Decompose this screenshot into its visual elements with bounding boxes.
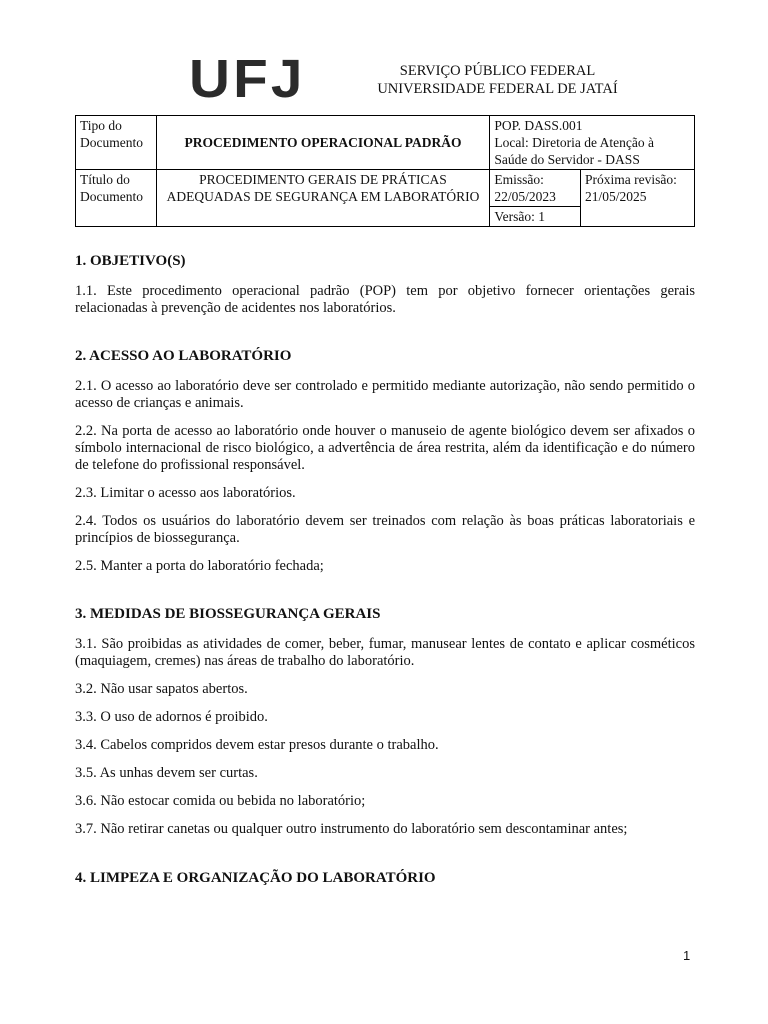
revision-cell [581, 170, 695, 227]
university-line: UNIVERSIDADE FEDERAL DE JATAÍ [377, 81, 618, 97]
paragraph-3-5: 3.5. As unhas devem ser curtas. [75, 765, 258, 781]
paragraph-2-3: 2.3. Limitar o acesso aos laboratórios. [75, 485, 296, 501]
paragraph-3-1: 3.1. São proibidas as atividades de comer, beber, fumar, manusear lentes de contato e aplicar cosméticos (maquiagem, cremes) nas áreas de trabalho do laboratório. [75, 636, 695, 669]
paragraph-3-6: 3.6. Não estocar comida ou bebida no laboratório; [75, 793, 366, 809]
doc-title-label: Título do Documento [76, 170, 157, 227]
doc-code: POP. DASS.001 [494, 118, 583, 133]
doc-title-value: PROCEDIMENTO GERAIS DE PRÁTICAS ADEQUADAS DE SEGURANÇA EM LABORATÓRIO [156, 170, 490, 227]
page-number: 1 [683, 948, 691, 963]
section-4-heading: 4. LIMPEZA E ORGANIZAÇÃO DO LABORATÓRIO [75, 870, 436, 886]
document-body [75, 252, 695, 887]
doc-local: Local: Diretoria de Atenção à Saúde do Servidor - DASS [494, 135, 655, 167]
paragraph-2-4: 2.4. Todos os usuários do laboratório devem ser treinados com relação às boas práticas laboratoriais e princípios de biossegurança. [75, 513, 695, 546]
emission-date: 22/05/2023 [494, 189, 556, 204]
paragraph-2-5: 2.5. Manter a porta do laboratório fechada; [75, 558, 324, 574]
section-1-heading: 1. OBJETIVO(S) [75, 253, 186, 269]
paragraph-2-1: 2.1. O acesso ao laboratório deve ser controlado e permitido mediante autorização, não sendo permitido o acesso de crianças e animais. [75, 378, 695, 411]
doc-type-label: Tipo do Documento [76, 116, 157, 170]
section-3-heading: 3. MEDIDAS DE BIOSSEGURANÇA GERAIS [75, 606, 381, 622]
revision-label: Próxima revisão: [585, 172, 677, 187]
emission-cell [490, 170, 581, 207]
service-line: SERVIÇO PÚBLICO FEDERAL [399, 63, 596, 79]
doc-code-cell [490, 116, 695, 170]
version: Versão: 1 [490, 207, 581, 227]
paragraph-3-4: 3.4. Cabelos compridos devem estar presos durante o trabalho. [75, 737, 439, 753]
institution-header [370, 62, 625, 98]
paragraph-3-2: 3.2. Não usar sapatos abertos. [75, 681, 248, 697]
paragraph-2-2: 2.2. Na porta de acesso ao laboratório onde houver o manuseio de agente biológico devem ser afixados o símbolo internacional de risco biológico, a advertência de área restrita, além da identificação e do número de telefone do profissional responsável. [75, 423, 695, 473]
paragraph-1-1: 1.1. Este procedimento operacional padrão (POP) tem por objetivo fornecer orientações gerais relacionadas à prevenção de acidentes nos laboratórios. [75, 283, 695, 316]
document-info-table [75, 115, 695, 227]
emission-label: Emissão: [494, 172, 544, 187]
doc-type-value: PROCEDIMENTO OPERACIONAL PADRÃO [156, 116, 490, 170]
ufj-logo: UFJ [189, 49, 306, 109]
paragraph-3-3: 3.3. O uso de adornos é proibido. [75, 709, 268, 725]
revision-date: 21/05/2025 [585, 189, 647, 204]
paragraph-3-7: 3.7. Não retirar canetas ou qualquer outro instrumento do laboratório sem descontaminar antes; [75, 821, 628, 837]
section-2-heading: 2. ACESSO AO LABORATÓRIO [75, 348, 292, 364]
